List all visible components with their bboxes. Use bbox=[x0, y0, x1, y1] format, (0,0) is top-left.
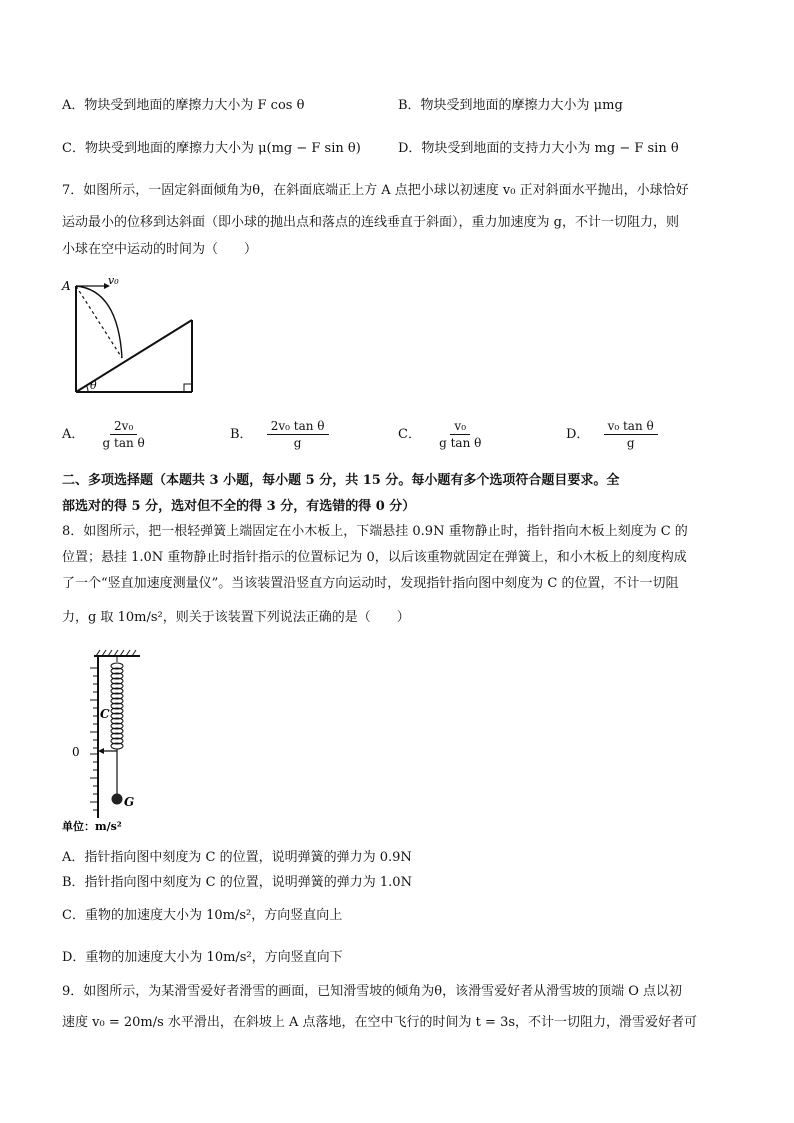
q7-option-c bbox=[398, 418, 485, 451]
q8-option-b: B．指针指向图中刻度为 C 的位置，说明弹簧的弹力为 1.0N bbox=[62, 875, 412, 890]
section2-heading-line1: 二、多项选择题（本题共 3 小题，每小题 5 分，共 15 分。每小题有多个选项符合题目要求。全 bbox=[62, 473, 620, 488]
q8-stem-line4: 力，g 取 10m/s²，则关于该装置下列说法正确的是（ ） bbox=[62, 610, 410, 625]
q8-option-c: C．重物的加速度大小为 10m/s²，方向竖直向上 bbox=[62, 908, 343, 923]
q7-option-d bbox=[566, 418, 658, 451]
q7-option-c-numerator: v₀ bbox=[450, 418, 470, 435]
q7-option-d-letter: D． bbox=[566, 427, 590, 442]
q6-option-c: C．物块受到地面的摩擦力大小为 μ(mg − F sin θ) bbox=[62, 141, 361, 156]
q7-option-d-denominator: g bbox=[626, 436, 635, 450]
q7-option-a-numerator: 2v₀ bbox=[110, 418, 137, 435]
q7-option-c-denominator: g tan θ bbox=[439, 436, 482, 450]
q7-option-a-denominator: g tan θ bbox=[102, 436, 145, 450]
q8-c-label: C bbox=[100, 707, 110, 721]
q7-stem-line1: 7．如图所示，一固定斜面倾角为θ，在斜面底端正上方 A 点把小球以初速度 v₀ 正对斜面水平抛出，小球恰好 bbox=[62, 183, 689, 198]
q6-option-d: D．物块受到地面的支持力大小为 mg − F sin θ bbox=[398, 141, 679, 156]
q8-option-d: D．重物的加速度大小为 10m/s²，方向竖直向下 bbox=[62, 950, 343, 965]
q7-slope-figure bbox=[60, 270, 200, 400]
q8-zero-label: 0 bbox=[72, 745, 80, 759]
q7-point-a-label: A bbox=[62, 279, 71, 293]
q9-stem-line2: 速度 v₀ = 20m/s 水平滑出，在斜坡上 A 点落地，在空中飞行的时间为 t = 3s，不计一切阻力，滑雪爱好者可 bbox=[62, 1015, 698, 1030]
q8-g-label: G bbox=[124, 795, 135, 809]
q8-stem-line3: 了一个“竖直加速度测量仪”。当该装置沿竖直方向运动时，发现指针指向图中刻度为 C 的位置，不计一切阻 bbox=[62, 576, 679, 591]
q7-option-d-numerator: v₀ tan θ bbox=[604, 418, 658, 435]
q8-stem-line1: 8．如图所示，把一根轻弹簧上端固定在小木板上，下端悬挂 0.9N 重物静止时，指针指向木板上刻度为 C 的 bbox=[62, 524, 688, 539]
q7-option-c-letter: C． bbox=[398, 427, 421, 442]
q6-option-a: A．物块受到地面的摩擦力大小为 F cos θ bbox=[62, 98, 305, 113]
q8-stem-line2: 位置；悬挂 1.0N 重物静止时指针指示的位置标记为 0，以后该重物就固定在弹簧上，和小木板上的刻度构成 bbox=[62, 550, 687, 565]
q8-spring-figure bbox=[62, 648, 172, 838]
q7-option-b-denominator: g bbox=[293, 436, 302, 450]
q9-stem-line1: 9．如图所示，为某滑雪爱好者滑雪的画面，已知滑雪坡的倾角为θ，该滑雪爱好者从滑雪坡的顶端 O 点以初 bbox=[62, 984, 683, 999]
q7-option-a bbox=[62, 418, 149, 451]
q7-theta-label: θ bbox=[90, 379, 97, 392]
q7-option-b-letter: B． bbox=[230, 427, 253, 442]
q7-stem-line2: 运动最小的位移到达斜面（即小球的抛出点和落点的连线垂直于斜面），重力加速度为 g，不计一切阻力，则 bbox=[62, 215, 679, 230]
q8-option-a: A．指针指向图中刻度为 C 的位置，说明弹簧的弹力为 0.9N bbox=[62, 850, 412, 865]
q7-stem-line3: 小球在空中运动的时间为（ ） bbox=[62, 242, 258, 257]
q7-option-b-numerator: 2v₀ tan θ bbox=[267, 418, 329, 435]
q6-option-b: B．物块受到地面的摩擦力大小为 μmg bbox=[398, 98, 623, 113]
q7-option-a-letter: A． bbox=[62, 427, 85, 442]
q7-v0-label: v₀ bbox=[108, 274, 119, 287]
section2-heading-line2: 部选对的得 5 分，选对但不全的得 3 分，有选错的得 0 分） bbox=[62, 499, 416, 514]
q8-unit-label: 单位：m/s² bbox=[62, 820, 122, 833]
q7-option-b bbox=[230, 418, 329, 451]
